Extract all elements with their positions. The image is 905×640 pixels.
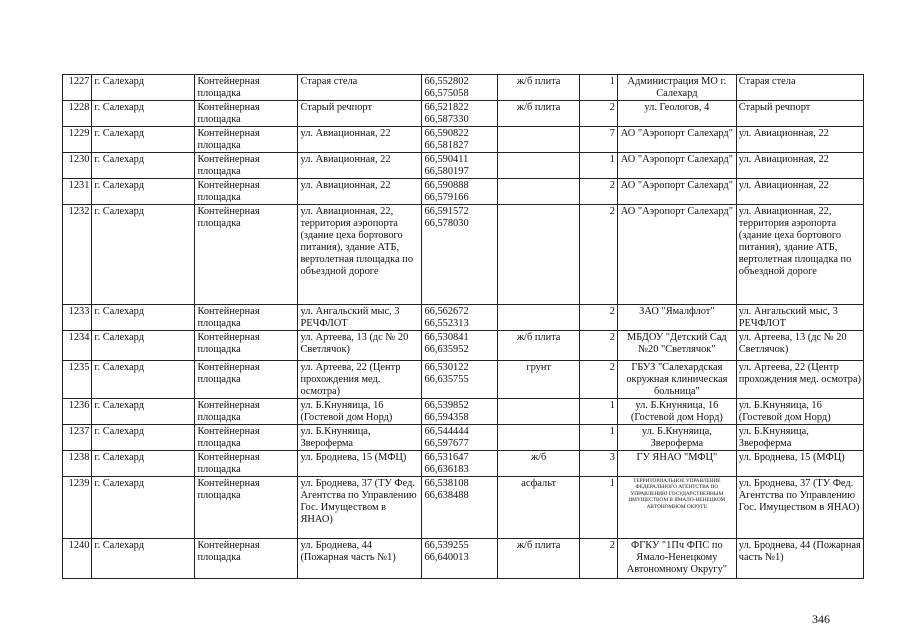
location-cell: ул. Броднева, 15 (МФЦ): [736, 451, 863, 477]
surface-cell: ж/б: [498, 451, 580, 477]
city-cell: г. Салехард: [92, 127, 195, 153]
surface-cell: ж/б плита: [498, 331, 580, 361]
address-cell: ул. Б.Кнуняица, Звероферма: [298, 425, 422, 451]
row-number-cell: 1228: [63, 101, 92, 127]
city-cell: г. Салехард: [92, 425, 195, 451]
container-count-cell: 2: [580, 205, 618, 305]
coordinates-cell: 66,539852 66,594358: [422, 399, 498, 425]
site-type-cell: Контейнерная площадка: [195, 305, 298, 331]
owner-cell: ул. Геологов, 4: [617, 101, 736, 127]
site-type-cell: Контейнерная площадка: [195, 179, 298, 205]
container-count-cell: 2: [580, 539, 618, 579]
row-number-cell: 1227: [63, 75, 92, 101]
address-cell: ул. Артеева, 22 (Центр прохождения мед. осмотра): [298, 361, 422, 399]
surface-cell: грунт: [498, 361, 580, 399]
address-cell: ул. Авиационная, 22, территория аэропорта (здание цеха бортового питания), здание АТБ, вертолетная площадка по объездной дороге: [298, 205, 422, 305]
location-cell: ул. Артеева, 13 (дс № 20 Светлячок): [736, 331, 863, 361]
row-number-cell: 1232: [63, 205, 92, 305]
city-cell: г. Салехард: [92, 451, 195, 477]
surface-cell: [498, 179, 580, 205]
city-cell: г. Салехард: [92, 153, 195, 179]
owner-cell: АО "Аэропорт Салехард": [617, 179, 736, 205]
surface-cell: [498, 205, 580, 305]
table-row: [63, 539, 864, 579]
owner-cell: ЗАО "Ямалфлот": [617, 305, 736, 331]
coordinates-cell: 66,530122 66,635755: [422, 361, 498, 399]
container-count-cell: 1: [580, 477, 618, 539]
coordinates-cell: 66,562672 66,552313: [422, 305, 498, 331]
coordinates-cell: 66,530841 66,635952: [422, 331, 498, 361]
address-cell: ул. Авиационная, 22: [298, 179, 422, 205]
table-row: [63, 305, 864, 331]
table-body: [63, 75, 864, 579]
owner-cell: ул. Б.Кнуняица, Звероферма: [617, 425, 736, 451]
location-cell: ул. Авиационная, 22: [736, 179, 863, 205]
coordinates-cell: 66,591572 66,578030: [422, 205, 498, 305]
owner-cell: АО "Аэропорт Салехард": [617, 205, 736, 305]
table-row: [63, 477, 864, 539]
address-cell: ул. Броднева, 44 (Пожарная часть №1): [298, 539, 422, 579]
container-count-cell: 2: [580, 331, 618, 361]
location-cell: ул. Броднева, 44 (Пожарная часть №1): [736, 539, 863, 579]
location-cell: ул. Авиационная, 22: [736, 153, 863, 179]
table-row: [63, 205, 864, 305]
city-cell: г. Салехард: [92, 75, 195, 101]
city-cell: г. Салехард: [92, 101, 195, 127]
location-cell: ул. Броднева, 37 (ТУ Фед. Агентства по Управлению Гос. Имуществом в ЯНАО): [736, 477, 863, 539]
owner-cell: ул. Б.Кнуняица, 16 (Гостевой дом Норд): [617, 399, 736, 425]
table-row: [63, 425, 864, 451]
row-number-cell: 1238: [63, 451, 92, 477]
site-type-cell: Контейнерная площадка: [195, 425, 298, 451]
location-cell: ул. Ангальский мыс, 3 РЕЧФЛОТ: [736, 305, 863, 331]
address-cell: ул. Броднева, 15 (МФЦ): [298, 451, 422, 477]
location-cell: ул. Артеева, 22 (Центр прохождения мед. осмотра): [736, 361, 863, 399]
site-type-cell: Контейнерная площадка: [195, 101, 298, 127]
table-row: [63, 179, 864, 205]
row-number-cell: 1229: [63, 127, 92, 153]
address-cell: ул. Броднева, 37 (ТУ Фед. Агентства по Управлению Гос. Имуществом в ЯНАО): [298, 477, 422, 539]
location-cell: Старая стела: [736, 75, 863, 101]
container-count-cell: 2: [580, 361, 618, 399]
surface-cell: ж/б плита: [498, 539, 580, 579]
row-number-cell: 1239: [63, 477, 92, 539]
surface-cell: [498, 305, 580, 331]
location-cell: ул. Авиационная, 22: [736, 127, 863, 153]
coordinates-cell: 66,590888 66,579166: [422, 179, 498, 205]
owner-cell: АО "Аэропорт Салехард": [617, 127, 736, 153]
row-number-cell: 1235: [63, 361, 92, 399]
address-cell: Старая стела: [298, 75, 422, 101]
coordinates-cell: 66,521822 66,587330: [422, 101, 498, 127]
site-type-cell: Контейнерная площадка: [195, 539, 298, 579]
location-cell: ул. Б.Кнуняица, Звероферма: [736, 425, 863, 451]
container-count-cell: 3: [580, 451, 618, 477]
coordinates-cell: 66,590822 66,581827: [422, 127, 498, 153]
table-row: [63, 75, 864, 101]
table-row: [63, 331, 864, 361]
container-count-cell: 1: [580, 425, 618, 451]
city-cell: г. Салехард: [92, 305, 195, 331]
surface-cell: асфальт: [498, 477, 580, 539]
owner-cell: ГУ ЯНАО "МФЦ": [617, 451, 736, 477]
row-number-cell: 1231: [63, 179, 92, 205]
owner-cell: ФГКУ "1Пч ФПС по Ямало-Ненецкому Автономному Округу": [617, 539, 736, 579]
container-count-cell: 7: [580, 127, 618, 153]
coordinates-cell: 66,552802 66,575058: [422, 75, 498, 101]
container-count-cell: 1: [580, 153, 618, 179]
site-type-cell: Контейнерная площадка: [195, 451, 298, 477]
coordinates-cell: 66,539255 66,640013: [422, 539, 498, 579]
city-cell: г. Салехард: [92, 539, 195, 579]
city-cell: г. Салехард: [92, 205, 195, 305]
row-number-cell: 1237: [63, 425, 92, 451]
row-number-cell: 1236: [63, 399, 92, 425]
table-row: [63, 451, 864, 477]
surface-cell: ж/б плита: [498, 101, 580, 127]
container-count-cell: 1: [580, 399, 618, 425]
row-number-cell: 1234: [63, 331, 92, 361]
city-cell: г. Салехард: [92, 179, 195, 205]
owner-cell: ТЕРРИТОРИАЛЬНОЕ УПРАВЛЕНИЕ ФЕДЕРАЛЬНОГО АГЕНТСТВА ПО УПРАВЛЕНИЮ ГОСУДАРСТВЕННЫМ ИМУЩЕСТВОМ В ЯМАЛО-НЕНЕЦКОМ АВТОНОМНОМ ОКРУГЕ: [617, 477, 736, 539]
registry-table: [62, 74, 864, 579]
city-cell: г. Салехард: [92, 477, 195, 539]
coordinates-cell: 66,544444 66,597677: [422, 425, 498, 451]
site-type-cell: Контейнерная площадка: [195, 399, 298, 425]
coordinates-cell: 66,538108 66,638488: [422, 477, 498, 539]
site-type-cell: Контейнерная площадка: [195, 153, 298, 179]
owner-cell: АО "Аэропорт Салехард": [617, 153, 736, 179]
city-cell: г. Салехард: [92, 361, 195, 399]
address-cell: ул. Ангальский мыс, 3 РЕЧФЛОТ: [298, 305, 422, 331]
location-cell: ул. Б.Кнуняица, 16 (Гостевой дом Норд): [736, 399, 863, 425]
table-row: [63, 101, 864, 127]
address-cell: ул. Б.Кнуняица, 16 (Гостевой дом Норд): [298, 399, 422, 425]
owner-cell: Администрация МО г. Салехард: [617, 75, 736, 101]
table-row: [63, 399, 864, 425]
row-number-cell: 1240: [63, 539, 92, 579]
city-cell: г. Салехард: [92, 331, 195, 361]
site-type-cell: Контейнерная площадка: [195, 205, 298, 305]
site-type-cell: Контейнерная площадка: [195, 477, 298, 539]
container-count-cell: 2: [580, 305, 618, 331]
surface-cell: [498, 399, 580, 425]
surface-cell: [498, 153, 580, 179]
coordinates-cell: 66,531647 66,636183: [422, 451, 498, 477]
row-number-cell: 1233: [63, 305, 92, 331]
site-type-cell: Контейнерная площадка: [195, 331, 298, 361]
address-cell: ул. Авиационная, 22: [298, 127, 422, 153]
coordinates-cell: 66,590411 66,580197: [422, 153, 498, 179]
owner-cell: МБДОУ "Детский Сад №20 "Светлячок": [617, 331, 736, 361]
container-count-cell: 1: [580, 75, 618, 101]
surface-cell: [498, 127, 580, 153]
owner-cell: ГБУЗ "Салехардская окружная клиническая больница": [617, 361, 736, 399]
table-row: [63, 127, 864, 153]
surface-cell: ж/б плита: [498, 75, 580, 101]
surface-cell: [498, 425, 580, 451]
table-row: [63, 153, 864, 179]
address-cell: ул. Авиационная, 22: [298, 153, 422, 179]
page-number: 346: [812, 612, 830, 626]
container-count-cell: 2: [580, 179, 618, 205]
row-number-cell: 1230: [63, 153, 92, 179]
site-type-cell: Контейнерная площадка: [195, 75, 298, 101]
location-cell: ул. Авиационная, 22, территория аэропорта (здание цеха бортового питания), здание АТБ, вертолетная площадка по объездной дороге: [736, 205, 863, 305]
site-type-cell: Контейнерная площадка: [195, 127, 298, 153]
table-row: [63, 361, 864, 399]
city-cell: г. Салехард: [92, 399, 195, 425]
site-type-cell: Контейнерная площадка: [195, 361, 298, 399]
container-count-cell: 2: [580, 101, 618, 127]
address-cell: ул. Артеева, 13 (дс № 20 Светлячок): [298, 331, 422, 361]
address-cell: Старый речпорт: [298, 101, 422, 127]
location-cell: Старый речпорт: [736, 101, 863, 127]
